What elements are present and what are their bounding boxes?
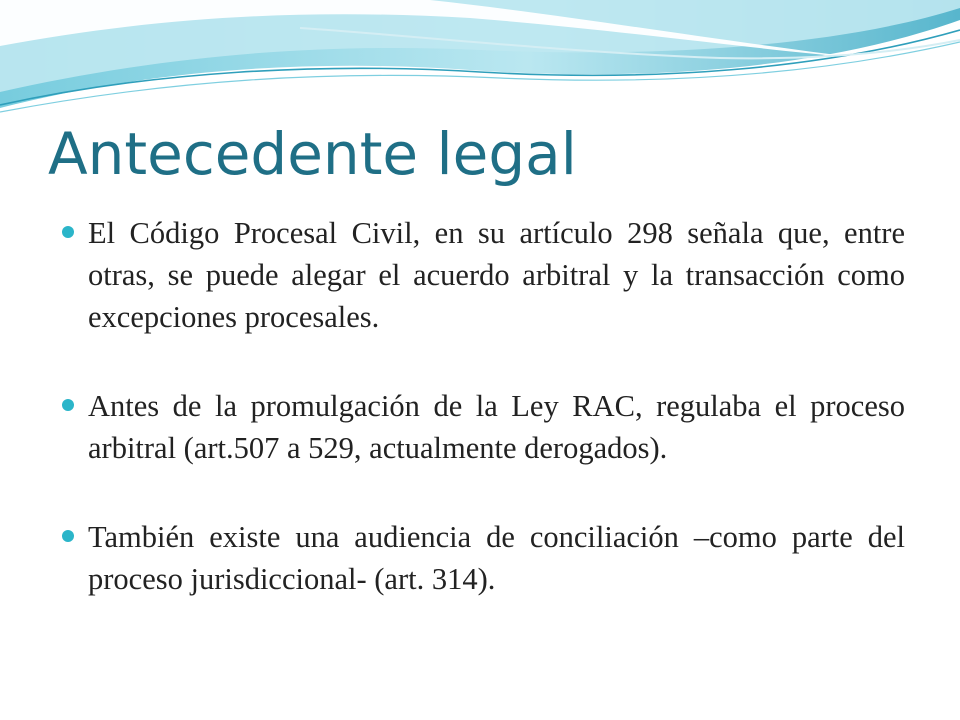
slide-title: Antecedente legal [48, 120, 577, 188]
bullet-text: También existe una audiencia de conciliación –como parte del proceso jurisdiccional- (art. 314). [88, 520, 905, 596]
bullet-item [62, 516, 905, 600]
decorative-wave-header [0, 0, 960, 130]
bullet-dot-icon [62, 530, 74, 542]
bullet-item [62, 212, 905, 338]
bullet-text: El Código Procesal Civil, en su artículo 298 señala que, entre otras, se puede alegar el acuerdo arbitral y la transacción como excepciones procesales. [88, 216, 905, 334]
bullet-list [62, 212, 905, 647]
bullet-item [62, 385, 905, 469]
bullet-dot-icon [62, 226, 74, 238]
bullet-dot-icon [62, 399, 74, 411]
bullet-text: Antes de la promulgación de la Ley RAC, regulaba el proceso arbitral (art.507 a 529, actualmente derogados). [88, 389, 905, 465]
